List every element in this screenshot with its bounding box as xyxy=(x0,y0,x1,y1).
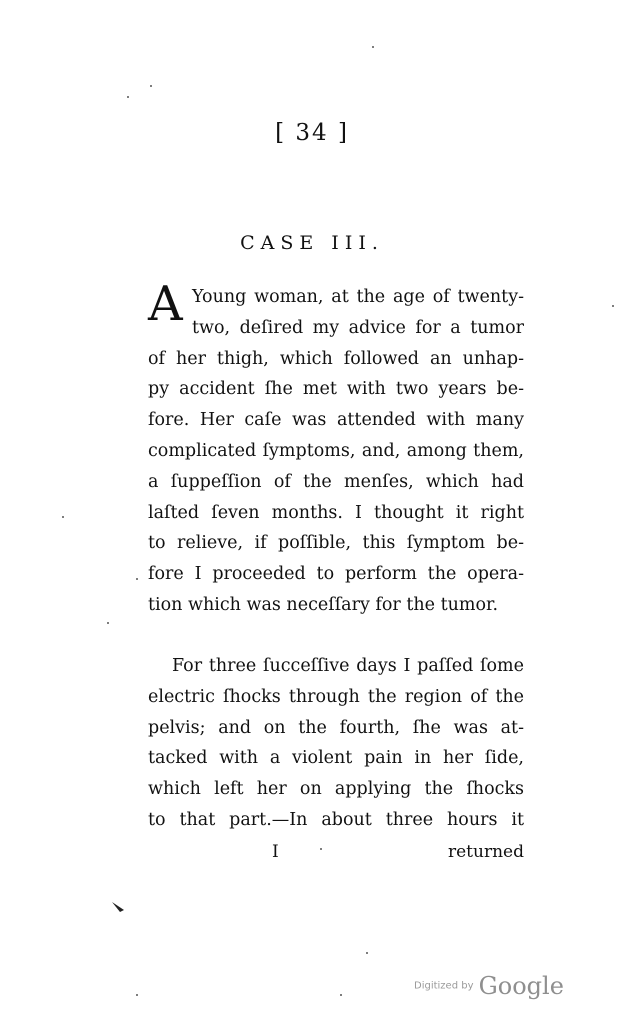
text-line: to relieve, if poſſible, this ſymptom be- xyxy=(148,533,524,554)
text-line: laſted ſeven months. I thought it right xyxy=(148,502,524,523)
scan-speck xyxy=(107,622,109,624)
catchword-row xyxy=(148,842,524,872)
scan-speck xyxy=(127,96,129,98)
text-line: two, deſired my advice for a tumor xyxy=(192,317,524,338)
scan-speck xyxy=(366,952,368,954)
drop-cap: A xyxy=(148,276,183,332)
scan-speck xyxy=(340,994,342,996)
scan-speck xyxy=(150,85,152,87)
google-logo: Google xyxy=(478,972,564,1000)
text-line: electric ſhocks through the region of the xyxy=(148,686,524,707)
digitized-watermark xyxy=(414,972,564,1000)
scan-speck xyxy=(612,305,614,307)
page-number: [ 34 ] xyxy=(275,120,349,146)
text-line: which left her on applying the ſhocks xyxy=(148,779,524,800)
text-line: pelvis; and on the fourth, ſhe was at- xyxy=(148,717,524,738)
text-line: fore I proceeded to perform the opera- xyxy=(148,564,524,585)
case-heading: CASE III. xyxy=(240,232,384,254)
text-line: Young woman, at the age of twenty- xyxy=(192,287,524,307)
scan-speck xyxy=(320,848,322,850)
paragraph-1 xyxy=(148,276,524,621)
scan-speck xyxy=(62,516,64,518)
text-line: to that part.—In about three hours it xyxy=(148,809,524,830)
scan-speck xyxy=(136,994,138,996)
text-line: fore. Her caſe was attended with many xyxy=(148,410,524,431)
scan-mark xyxy=(110,900,130,916)
watermark-prefix: Digitized by xyxy=(414,980,474,992)
text-line: a ſuppeſſion of the menſes, which had xyxy=(148,471,524,492)
text-line: complicated ſymptoms, and, among them, xyxy=(148,440,524,461)
text-line: py accident ſhe met with two years be- xyxy=(148,379,524,400)
text-line: of her thigh, which followed an unhap- xyxy=(148,348,524,369)
paragraph-2 xyxy=(148,651,524,836)
text-line: For three ſucceſſive days I paſſed ſome xyxy=(172,656,524,676)
signature-mark: I xyxy=(272,842,279,862)
text-line: tion which was neceſſary for the tumor. xyxy=(148,594,499,615)
scan-speck xyxy=(372,46,374,48)
catchword: returned xyxy=(448,842,524,862)
text-line: tacked with a violent pain in her ſide, xyxy=(148,748,524,769)
scan-speck xyxy=(136,578,138,580)
